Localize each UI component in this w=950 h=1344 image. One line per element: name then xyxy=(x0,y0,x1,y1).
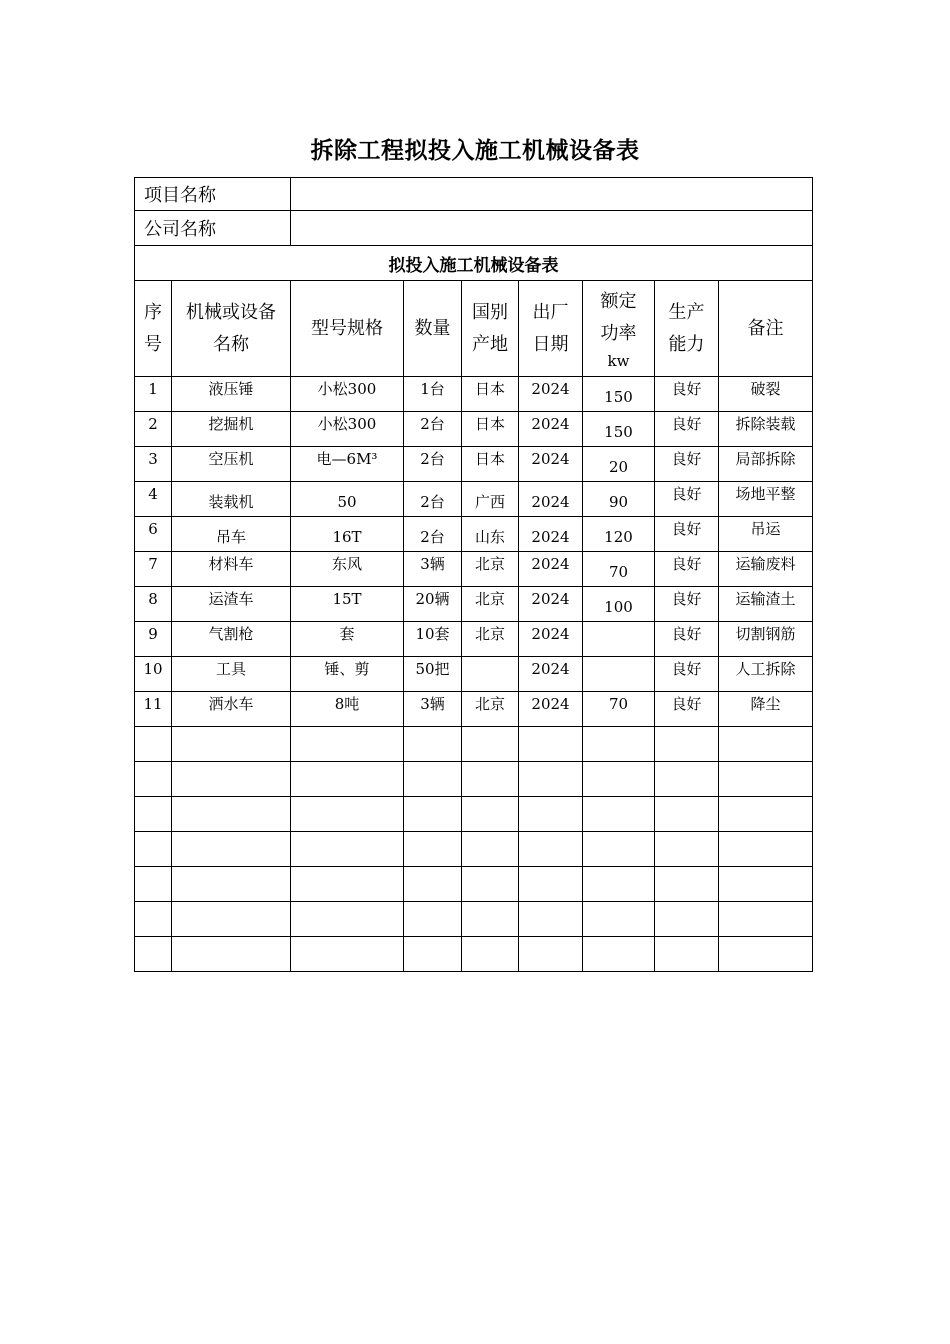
cell-capacity: 良好 xyxy=(655,377,719,412)
cell-model: 小松300 xyxy=(291,412,404,447)
cell-date: 2024 xyxy=(519,622,583,657)
company-row xyxy=(135,211,813,246)
table-row xyxy=(135,447,813,482)
cell-seq: 2 xyxy=(135,412,172,447)
project-label: 项目名称 xyxy=(135,178,291,211)
cell-origin: 广西 xyxy=(462,482,519,517)
cell-seq: 7 xyxy=(135,552,172,587)
cell-notes: 局部拆除 xyxy=(719,447,813,482)
empty-row xyxy=(135,902,813,937)
header-date: 出厂 日期 xyxy=(519,281,583,377)
cell-power: 150 xyxy=(583,377,655,412)
cell-seq: 10 xyxy=(135,657,172,692)
table-row xyxy=(135,587,813,622)
table-row xyxy=(135,622,813,657)
cell-name: 工具 xyxy=(172,657,291,692)
header-notes: 备注 xyxy=(719,281,813,377)
header-model: 型号规格 xyxy=(291,281,404,377)
cell-power xyxy=(583,657,655,692)
cell-date: 2024 xyxy=(519,482,583,517)
cell-power: 100 xyxy=(583,587,655,622)
cell-name: 吊车 xyxy=(172,517,291,552)
cell-model: 16T xyxy=(291,517,404,552)
cell-origin: 北京 xyxy=(462,622,519,657)
cell-notes: 人工拆除 xyxy=(719,657,813,692)
cell-name: 洒水车 xyxy=(172,692,291,727)
cell-capacity: 良好 xyxy=(655,587,719,622)
table-row xyxy=(135,517,813,552)
subtitle-row xyxy=(135,246,813,281)
cell-qty: 20辆 xyxy=(404,587,462,622)
cell-date: 2024 xyxy=(519,587,583,622)
cell-qty: 2台 xyxy=(404,482,462,517)
cell-notes: 吊运 xyxy=(719,517,813,552)
header-seq: 序 号 xyxy=(135,281,172,377)
document-title: 拆除工程拟投入施工机械设备表 xyxy=(310,137,640,164)
empty-row xyxy=(135,727,813,762)
company-value xyxy=(291,211,813,246)
cell-date: 2024 xyxy=(519,692,583,727)
cell-date: 2024 xyxy=(519,517,583,552)
equipment-table xyxy=(134,177,813,972)
cell-origin: 日本 xyxy=(462,377,519,412)
header-row xyxy=(135,281,813,377)
cell-qty: 2台 xyxy=(404,412,462,447)
cell-notes: 降尘 xyxy=(719,692,813,727)
cell-capacity: 良好 xyxy=(655,692,719,727)
cell-capacity: 良好 xyxy=(655,517,719,552)
header-name: 机械或设备 名称 xyxy=(172,281,291,377)
cell-origin: 日本 xyxy=(462,412,519,447)
header-power: 额定 功率 kw xyxy=(583,281,655,377)
cell-power: 150 xyxy=(583,412,655,447)
cell-power xyxy=(583,622,655,657)
empty-row xyxy=(135,797,813,832)
cell-capacity: 良好 xyxy=(655,622,719,657)
cell-seq: 9 xyxy=(135,622,172,657)
cell-date: 2024 xyxy=(519,377,583,412)
cell-name: 运渣车 xyxy=(172,587,291,622)
cell-capacity: 良好 xyxy=(655,447,719,482)
empty-row xyxy=(135,762,813,797)
cell-seq: 11 xyxy=(135,692,172,727)
project-row xyxy=(135,178,813,211)
cell-date: 2024 xyxy=(519,412,583,447)
cell-date: 2024 xyxy=(519,447,583,482)
cell-model: 8吨 xyxy=(291,692,404,727)
empty-row xyxy=(135,832,813,867)
cell-notes: 运输渣土 xyxy=(719,587,813,622)
cell-name: 气割枪 xyxy=(172,622,291,657)
cell-origin xyxy=(462,657,519,692)
cell-capacity: 良好 xyxy=(655,482,719,517)
cell-seq: 8 xyxy=(135,587,172,622)
cell-model: 15T xyxy=(291,587,404,622)
cell-date: 2024 xyxy=(519,657,583,692)
cell-power: 70 xyxy=(583,692,655,727)
company-label: 公司名称 xyxy=(135,211,291,246)
cell-model: 东风 xyxy=(291,552,404,587)
cell-origin: 北京 xyxy=(462,587,519,622)
cell-power: 70 xyxy=(583,552,655,587)
header-origin: 国别 产地 xyxy=(462,281,519,377)
table-row xyxy=(135,692,813,727)
cell-name: 液压锤 xyxy=(172,377,291,412)
cell-qty: 2台 xyxy=(404,517,462,552)
header-qty: 数量 xyxy=(404,281,462,377)
cell-model: 小松300 xyxy=(291,377,404,412)
cell-origin: 北京 xyxy=(462,692,519,727)
table-row xyxy=(135,552,813,587)
cell-name: 装载机 xyxy=(172,482,291,517)
cell-capacity: 良好 xyxy=(655,412,719,447)
cell-model: 套 xyxy=(291,622,404,657)
cell-name: 空压机 xyxy=(172,447,291,482)
cell-seq: 6 xyxy=(135,517,172,552)
empty-row xyxy=(135,937,813,972)
cell-notes: 破裂 xyxy=(719,377,813,412)
cell-model: 电—6M³ xyxy=(291,447,404,482)
cell-notes: 拆除装载 xyxy=(719,412,813,447)
cell-origin: 北京 xyxy=(462,552,519,587)
cell-qty: 50把 xyxy=(404,657,462,692)
cell-qty: 3辆 xyxy=(404,552,462,587)
cell-seq: 3 xyxy=(135,447,172,482)
table-row xyxy=(135,412,813,447)
header-capacity: 生产 能力 xyxy=(655,281,719,377)
cell-name: 挖掘机 xyxy=(172,412,291,447)
cell-origin: 日本 xyxy=(462,447,519,482)
table-subtitle: 拟投入施工机械设备表 xyxy=(135,246,813,281)
table-row xyxy=(135,482,813,517)
cell-power: 120 xyxy=(583,517,655,552)
cell-name: 材料车 xyxy=(172,552,291,587)
cell-qty: 2台 xyxy=(404,447,462,482)
cell-qty: 3辆 xyxy=(404,692,462,727)
cell-capacity: 良好 xyxy=(655,552,719,587)
cell-date: 2024 xyxy=(519,552,583,587)
cell-model: 锤、剪 xyxy=(291,657,404,692)
cell-notes: 场地平整 xyxy=(719,482,813,517)
cell-seq: 1 xyxy=(135,377,172,412)
project-value xyxy=(291,178,813,211)
cell-qty: 10套 xyxy=(404,622,462,657)
empty-row xyxy=(135,867,813,902)
cell-qty: 1台 xyxy=(404,377,462,412)
cell-model: 50 xyxy=(291,482,404,517)
cell-power: 90 xyxy=(583,482,655,517)
table-row xyxy=(135,657,813,692)
cell-capacity: 良好 xyxy=(655,657,719,692)
cell-origin: 山东 xyxy=(462,517,519,552)
table-row xyxy=(135,377,813,412)
cell-notes: 运输废料 xyxy=(719,552,813,587)
cell-notes: 切割钢筋 xyxy=(719,622,813,657)
cell-power: 20 xyxy=(583,447,655,482)
cell-seq: 4 xyxy=(135,482,172,517)
